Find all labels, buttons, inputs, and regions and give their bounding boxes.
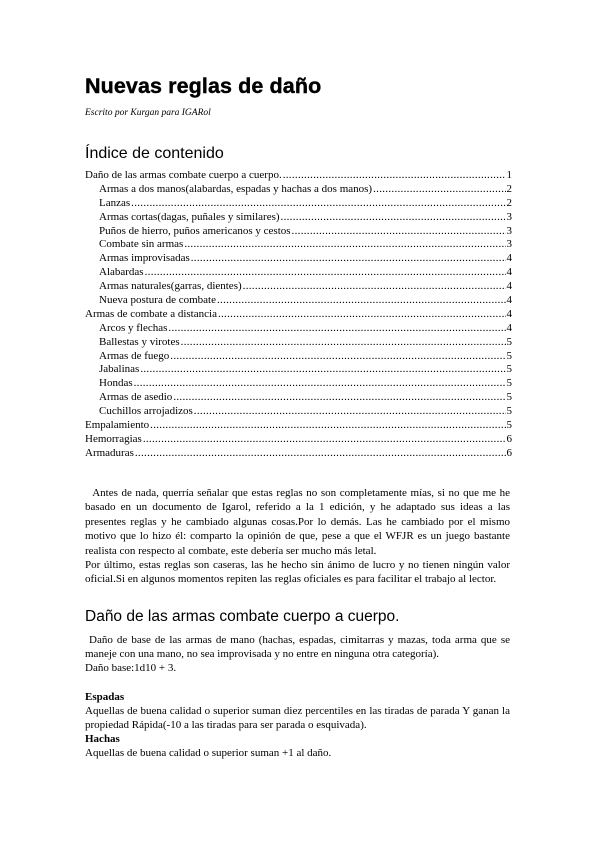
section-intro	[85, 633, 510, 661]
toc-heading: Índice de contenido	[85, 145, 224, 162]
hachas-heading: Hachas	[85, 733, 120, 746]
toc-entry[interactable]	[85, 363, 512, 377]
toc-entry[interactable]	[85, 377, 512, 391]
toc-page-number: 3	[506, 210, 512, 223]
toc-page-number: 5	[506, 391, 512, 404]
toc-dot-leader	[217, 294, 506, 308]
toc-entry-text: Empalamiento	[85, 419, 150, 432]
intro-text	[85, 486, 510, 587]
toc-entry-text: Armas cortas(dagas, puñales y similares)	[99, 210, 280, 223]
toc-page-number: 4	[506, 321, 512, 334]
toc-page-number: 5	[506, 377, 512, 390]
toc-entry-text: Nueva postura de combate	[99, 294, 216, 307]
toc-page-number: 4	[506, 266, 512, 279]
toc-page-number: 3	[506, 238, 512, 251]
section-intro-text: Daño de base de las armas de mano (hachas, espadas, cimitarras y mazas, toda arma que se maneje con una mano, no sea improvisada y no entre en ninguna otra categoría).	[85, 634, 511, 661]
toc-entry-text: Armas de fuego	[99, 349, 170, 362]
intro-paragraph: Por último, estas reglas son caseras, las he hecho sin ánimo de lucro y no tienen ningún valor oficial.Si en algunos momentos repiten las reglas oficiales es para facilitar el trabajo al lector.	[85, 559, 510, 586]
toc-entry[interactable]	[85, 336, 512, 350]
toc-dot-leader	[281, 211, 506, 225]
toc-entry-text: Armas naturales(garras, dientes)	[99, 280, 242, 293]
toc-page-number: 4	[506, 294, 512, 307]
hachas-text: Aquellas de buena calidad o superior suman +1 al daño.	[85, 747, 332, 760]
toc-entry-text: Cuchillos arrojadizos	[99, 405, 193, 418]
toc-entry[interactable]	[85, 225, 512, 239]
toc-page-number: 5	[506, 419, 512, 432]
toc-dot-leader	[194, 405, 506, 419]
spacer	[85, 676, 510, 690]
toc-page-number: 5	[506, 349, 512, 362]
base-damage: Daño base:1d10 + 3.	[85, 662, 177, 675]
toc-entry[interactable]	[85, 169, 512, 183]
toc-entry-text: Arcos y flechas	[99, 321, 168, 334]
toc-entry-text: Armas de asedio	[99, 391, 173, 404]
toc-dot-leader	[181, 336, 506, 350]
toc-page-number: 4	[506, 280, 512, 293]
toc-entry-text: Lanzas	[99, 196, 131, 209]
toc-dot-leader	[168, 322, 505, 336]
toc-entry-text: Armaduras	[85, 446, 134, 459]
toc-entry-text: Armas a dos manos(alabardas, espadas y hachas a dos manos)	[99, 182, 373, 195]
toc-dot-leader	[218, 308, 506, 322]
toc-dot-leader	[283, 169, 506, 183]
toc-entry[interactable]	[85, 322, 512, 336]
toc-page-number: 1	[506, 169, 512, 181]
toc-dot-leader	[140, 363, 505, 377]
toc-entry[interactable]	[85, 405, 512, 419]
espadas-text: Aquellas de buena calidad o superior suman diez percentiles en las tiradas de parada Y ganan la propiedad Rápida(-10 a las tiradas para ser parada o esquivada).	[85, 704, 510, 732]
toc-dot-leader	[131, 197, 505, 211]
toc-page-number: 2	[506, 196, 512, 209]
toc-entry[interactable]	[85, 350, 512, 364]
toc-entry-text: Hemorragias	[85, 432, 142, 445]
toc-dot-leader	[191, 252, 506, 266]
toc-entry[interactable]	[85, 238, 512, 252]
toc-dot-leader	[145, 266, 506, 280]
toc-entry[interactable]	[85, 183, 512, 197]
toc-dot-leader	[243, 280, 506, 294]
toc-entry[interactable]	[85, 280, 512, 294]
toc-entry-text: Puños de hierro, puños americanos y cestos	[99, 224, 291, 237]
toc-page-number: 2	[506, 182, 512, 195]
toc-entry-text: Armas improvisadas	[99, 252, 190, 265]
toc-entry[interactable]	[85, 308, 512, 322]
toc-page-number: 6	[506, 432, 512, 445]
section-body	[85, 633, 510, 761]
toc-page-number: 4	[506, 307, 512, 320]
espadas-heading: Espadas	[85, 690, 125, 703]
toc-dot-leader	[135, 447, 506, 461]
toc-entry[interactable]	[85, 294, 512, 308]
toc-entry-text: Daño de las armas combate cuerpo a cuerpo.	[85, 169, 282, 181]
intro-paragraph-1-text: Antes de nada, querría señalar que estas reglas no son completamente mías, si no que me he basado en un documento de Igarol, referido a la 1 edición, y he adaptado sus ideas a las presentes reglas y he cambiado algunas cosas.Por lo demás. Las he cambiado por el mismo motivo que lo hizo él: comparto la opinión de que, pese a que el WFJR es un juego bastante realista con respecto al combate, este debería ser mucho más letal.	[85, 487, 511, 557]
toc-entry-text: Ballestas y virotes	[99, 335, 180, 348]
toc-entry[interactable]	[85, 447, 512, 461]
document-title: Nuevas reglas de daño	[85, 74, 322, 98]
section-heading: Daño de las armas combate cuerpo a cuerpo.	[85, 608, 400, 625]
toc-page-number: 5	[506, 405, 512, 418]
toc-page-number: 3	[506, 224, 512, 237]
toc-dot-leader	[184, 238, 505, 252]
toc-page-number: 5	[506, 363, 512, 376]
toc-entry-text: Alabardas	[99, 266, 144, 279]
toc-entry[interactable]	[85, 211, 512, 225]
document-author: Escrito por Kurgan para IGARol	[85, 108, 211, 118]
toc-dot-leader	[292, 225, 506, 239]
toc-entry-text: Hondas	[99, 377, 133, 390]
toc-dot-leader	[143, 433, 506, 447]
toc-page-number: 5	[506, 335, 512, 348]
table-of-contents	[85, 169, 512, 461]
toc-dot-leader	[170, 350, 505, 364]
toc-page-number: 6	[506, 446, 512, 459]
toc-entry-text: Combate sin armas	[99, 238, 184, 251]
toc-page-number: 4	[506, 252, 512, 265]
toc-dot-leader	[150, 419, 505, 433]
toc-entry[interactable]	[85, 266, 512, 280]
toc-entry[interactable]	[85, 391, 512, 405]
toc-dot-leader	[173, 391, 505, 405]
toc-dot-leader	[373, 183, 505, 197]
toc-entry-text: Jabalinas	[99, 363, 140, 376]
toc-entry[interactable]	[85, 433, 512, 447]
toc-entry[interactable]	[85, 252, 512, 266]
intro-paragraph	[85, 486, 510, 558]
toc-dot-leader	[134, 377, 506, 391]
toc-entry-text: Armas de combate a distancia	[85, 307, 217, 320]
toc-entry[interactable]	[85, 419, 512, 433]
toc-entry[interactable]	[85, 197, 512, 211]
